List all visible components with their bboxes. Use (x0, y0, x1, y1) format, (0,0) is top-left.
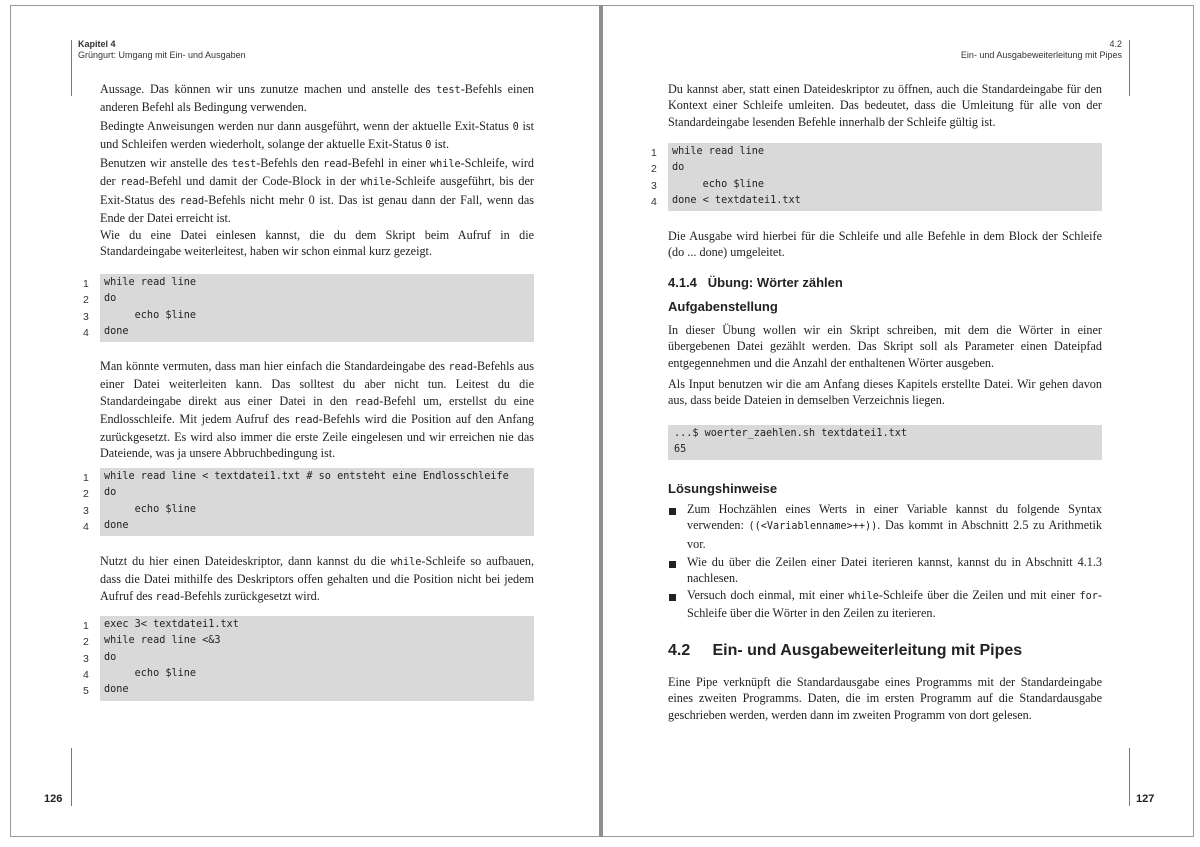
code-line: echo $line (672, 179, 765, 190)
line-number: 2 (83, 636, 89, 648)
footer-rule-left (71, 748, 72, 806)
paragraph: Aussage. Das können wir uns zunutze machen und anstelle des test-Befehls einen anderen Befehl als Bedingung verwenden. (100, 82, 534, 115)
line-number: 4 (651, 196, 657, 208)
code-line: do (104, 293, 117, 304)
paragraph: In dieser Übung wollen wir ein Skript schreiben, mit dem die Wörter in einer übergebenen Datei gezählt werden. Das Skript soll als Parameter einen Dateipfad entgegennehmen und die Anzahl der enthaltenen Wörter ausgeben. (668, 323, 1102, 370)
list-item: Wie du über die Zeilen einer Datei iterieren kannst, kannst du in Abschnitt 4.1.3 nachlesen. (687, 555, 1102, 586)
list-item: Versuch doch einmal, mit einer while-Schleife über die Zeilen und mit einer for-Schleife über die Wörter in den Zeilen zu iterieren. (687, 588, 1102, 621)
line-number: 3 (83, 311, 89, 323)
code-line: echo $line (104, 504, 197, 515)
header-rule-left (71, 40, 72, 96)
line-number: 3 (83, 653, 89, 665)
code-line: done (104, 326, 129, 337)
paragraph: Bedingte Anweisungen werden nur dann ausgeführt, wenn der aktuelle Exit-Status 0 ist und Schleifen werden wiederholt, solange der aktuelle Exit-Status 0 ist. (100, 119, 534, 152)
header-section: 4.2 (1109, 39, 1122, 49)
page-number: 127 (1136, 793, 1155, 805)
line-number: 4 (83, 521, 89, 533)
header-rule-right (1129, 40, 1130, 96)
line-number: 5 (83, 685, 89, 697)
line-number: 2 (83, 488, 89, 500)
list-item: Zum Hochzählen eines Werts in einer Variable kannst du folgende Syntax verwenden: ((<Variablenname>++)). Das kommt in Abschnitt 2.5 zu Arithmetik vor. (687, 502, 1102, 551)
book-gutter (599, 5, 603, 837)
console-line: ...$ woerter_zaehlen.sh textdatei1.txt (674, 428, 908, 439)
line-number: 2 (83, 294, 89, 306)
paragraph: Nutzt du hier einen Dateideskriptor, dann kannst du die while-Schleife so aufbauen, dass die Datei mithilfe des Deskriptors offen gehalten und die Position nicht bei jedem Aufruf des read-Befehls zurückgesetzt wird. (100, 554, 534, 603)
paragraph: Du kannst aber, statt einen Dateideskriptor zu öffnen, auch die Standardeingabe für den Kontext einer Schleife umleiten. Das bedeutet, dass die Umleitung für alle von der Standardeingabe lesenden Befehle innerhalb der Schleife gültig ist. (668, 82, 1102, 129)
chapter-heading: 4.2 Ein- und Ausgabeweiterleitung mit Pipes (668, 642, 1023, 659)
code-line: done (104, 520, 129, 531)
code-line: do (104, 487, 117, 498)
code-line: while read line (672, 146, 765, 157)
section-heading: 4.1.4 Übung: Wörter zählen (668, 275, 843, 290)
subheading: Aufgabenstellung (668, 299, 778, 314)
line-number: 1 (83, 278, 89, 290)
paragraph: Benutzen wir anstelle des test-Befehls den read-Befehl in einer while-Schleife, wird der read-Befehl und damit der Code-Block in der while-Schleife ausgeführt, bis der Exit-Status des read-Befehls nicht mehr 0 ist. Das ist genau dann der Fall, wenn das Ende der Datei erreicht ist. (100, 156, 534, 225)
line-number: 2 (651, 163, 657, 175)
header-title: Grüngurt: Umgang mit Ein- und Ausgaben (78, 50, 246, 60)
footer-rule-right (1129, 748, 1130, 806)
line-number: 1 (651, 147, 657, 159)
paragraph: Man könnte vermuten, dass man hier einfach die Standardeingabe des read-Befehls aus einer Datei weiterleiten kann. Das solltest du aber nicht tun. Leitest du die Standardeingabe direkt aus einer Datei in den read-Befehl um, erstellst du eine Endlosschleife. Mit jedem Aufruf des read-Befehls wird die Position auf den Anfang zurückgesetzt. Es wird also immer die erste Zeile eingelesen und wir erreichen nie das Dateiende, was ja unsere Abbruchbedingung ist. (100, 359, 535, 461)
line-number: 1 (83, 472, 89, 484)
code-line: exec 3< textdatei1.txt (104, 619, 239, 630)
header-title: Ein- und Ausgabeweiterleitung mit Pipes (960, 50, 1122, 60)
paragraph: Wie du eine Datei einlesen kannst, die du dem Skript beim Aufruf in die Standardeingabe weiterleitest, haben wir schon einmal kurz gezeigt. (100, 228, 534, 259)
code-line: while read line <&3 (104, 635, 221, 646)
running-header-left (78, 39, 246, 61)
running-header-right (900, 39, 1122, 61)
bullet-icon (669, 594, 676, 601)
code-line: echo $line (104, 668, 197, 679)
line-number: 1 (83, 620, 89, 632)
subheading: Lösungshinweise (668, 481, 778, 496)
line-number: 3 (651, 180, 657, 192)
line-number: 4 (83, 669, 89, 681)
paragraph: Eine Pipe verknüpft die Standardausgabe eines Programms mit der Standardeingabe eines zweiten Programms. Daten, die im ersten Programm auf die Standardausgabe geschrieben werden, werden dann im zweiten Programm von dort gelesen. (668, 675, 1102, 722)
code-line: done (104, 684, 129, 695)
bullet-icon (669, 508, 676, 515)
code-line: do (104, 652, 117, 663)
paragraph: Die Ausgabe wird hierbei für die Schleife und alle Befehle in dem Block der Schleife (do ... done) umgeleitet. (668, 229, 1102, 260)
line-number: 4 (83, 327, 89, 339)
line-number: 3 (83, 505, 89, 517)
paragraph: Als Input benutzen wir die am Anfang dieses Kapitels erstellte Datei. Wir gehen davon aus, dass beide Dateien in demselben Verzeichnis liegen. (668, 377, 1102, 408)
code-line: while read line (104, 277, 197, 288)
console-line: 65 (674, 444, 687, 455)
page-number: 126 (44, 793, 63, 805)
code-line: while read line < textdatei1.txt # so entsteht eine Endlosschleife (104, 471, 509, 482)
header-chapter: Kapitel 4 (78, 39, 116, 49)
code-line: do (672, 162, 685, 173)
code-line: done < textdatei1.txt (672, 195, 801, 206)
bullet-icon (669, 561, 676, 568)
code-line: echo $line (104, 310, 197, 321)
